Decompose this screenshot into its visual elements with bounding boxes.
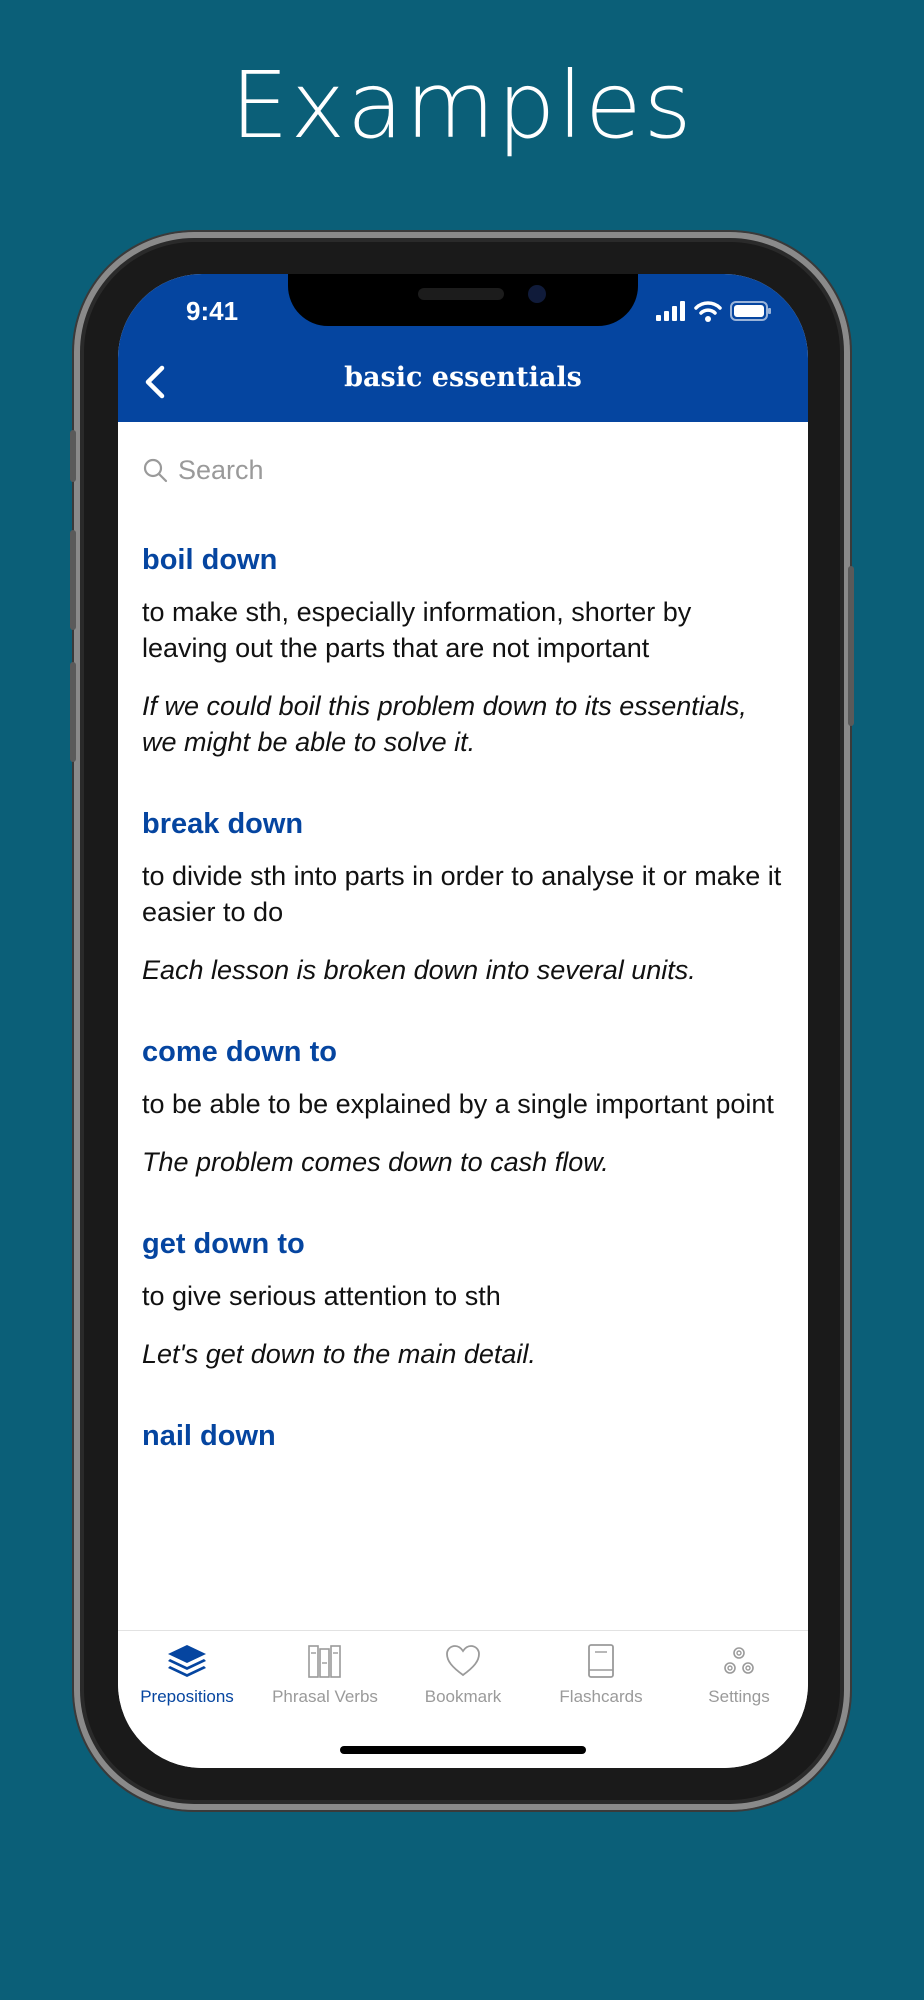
search-input[interactable] [178,455,658,486]
promo-headline: Examples [230,52,694,159]
notch [288,274,638,326]
app-screen [118,274,808,1768]
search-bar[interactable] [142,450,658,490]
camera [528,285,546,303]
gears-icon [720,1643,758,1679]
status-icons [656,300,772,322]
layers-icon [165,1643,209,1679]
page-title: basic essentials [344,362,582,393]
entry-definition: to give serious attention to sth [142,1281,501,1311]
entry-term: come down to [142,1036,337,1068]
phone-silent-switch [70,430,76,482]
tab-label: Settings [708,1687,770,1706]
list-item[interactable] [142,806,782,988]
entry-term: break down [142,808,304,840]
entry-term: nail down [142,1420,276,1452]
books-icon [307,1643,343,1679]
tab-prepositions[interactable] [118,1631,256,1768]
tab-settings[interactable] [670,1631,808,1768]
entry-definition: to make sth, especially information, shorter by leaving out the parts that are not important [142,597,692,663]
entry-definition: to be able to be explained by a single important point [142,1089,774,1119]
wifi-icon [694,300,722,322]
entry-example: Let's get down to the main detail. [142,1339,536,1369]
tab-label: Phrasal Verbs [272,1687,378,1706]
phone-power-button [848,566,854,726]
list-item[interactable] [142,1034,782,1180]
phone-volume-down [70,662,76,762]
battery-icon [730,301,772,321]
home-indicator[interactable] [340,1746,586,1754]
tab-label: Prepositions [140,1687,234,1706]
entry-example: Each lesson is broken down into several units. [142,955,696,985]
entry-term: get down to [142,1228,305,1260]
entry-example: The problem comes down to cash flow. [142,1147,609,1177]
entry-definition: to divide sth into parts in order to analyse it or make it easier to do [142,861,782,927]
entry-list [142,542,782,1500]
speaker-grille [418,288,504,300]
signal-icon [656,301,686,321]
list-item[interactable] [142,542,782,760]
list-item[interactable] [142,1226,782,1372]
tab-label: Flashcards [559,1687,643,1706]
card-icon [585,1643,617,1679]
entry-term: boil down [142,544,278,576]
tab-label: Bookmark [424,1687,502,1706]
list-item[interactable] [142,1418,782,1454]
search-icon [142,457,168,483]
nav-header [118,274,808,422]
phone-volume-up [70,530,76,630]
heart-icon [444,1643,482,1679]
status-time: 9:41 [186,296,239,326]
entry-example: If we could boil this problem down to its essentials, we might be able to solve it. [142,691,747,757]
